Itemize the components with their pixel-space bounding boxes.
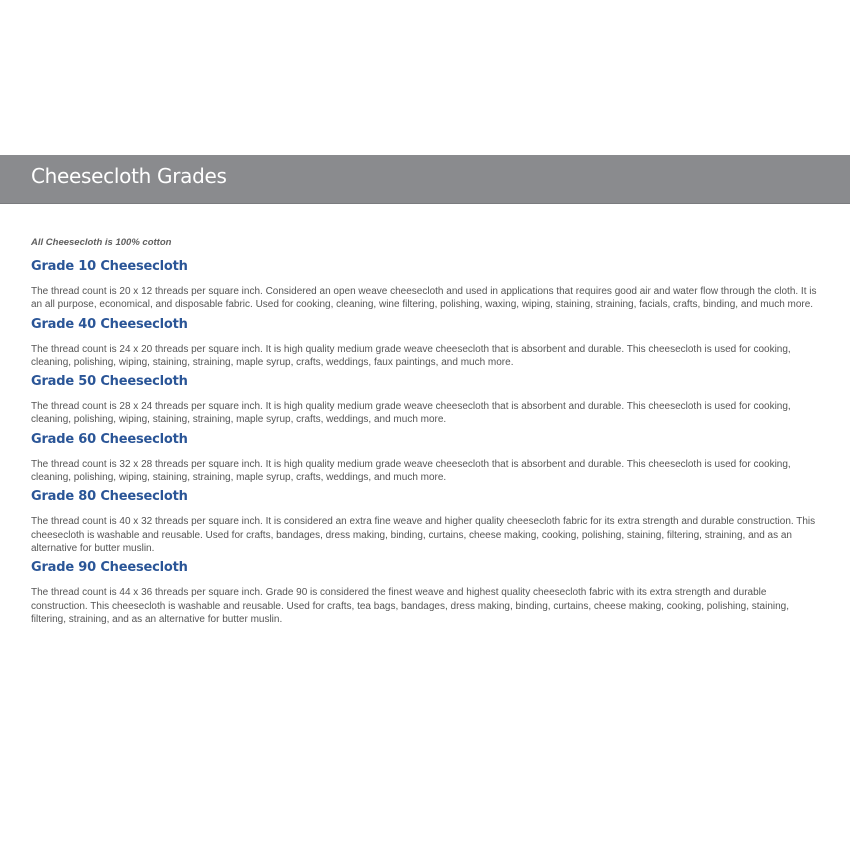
grade-section-40 xyxy=(31,316,821,370)
grade-description: The thread count is 44 x 36 threads per square inch. Grade 90 is considered the finest weave and highest quality cheesecloth fabric with its extra strength and durable construction. This cheesecloth is washable and reusable. Used for crafts, tea bags, bandages, dress making, binding, curtains, cheese making, cooking, polishing, staining, filtering, straining, and as an alternative for butter muslin. xyxy=(31,587,790,625)
grade-section-50 xyxy=(31,373,821,427)
grade-section-10 xyxy=(31,258,821,312)
grade-title: Grade 60 Cheesecloth xyxy=(31,431,188,447)
grade-title: Grade 10 Cheesecloth xyxy=(31,259,188,274)
grade-title: Grade 50 Cheesecloth xyxy=(31,374,188,390)
grade-description: The thread count is 28 x 24 threads per square inch. It is high quality medium grade weave cheesecloth that is absorbent and durable. This cheesecloth is used for cooking, cleaning, polishing, wiping, staining, straining, maple syrup, crafts, weddings, and much more. xyxy=(31,401,791,426)
grade-section-60 xyxy=(31,431,821,485)
grade-description: The thread count is 40 x 32 threads per square inch. It is considered an extra fine weave and higher quality cheesecloth fabric for its extra strength and durable construction. This cheesecloth is washable and reusable. Used for crafts, bandages, dress making, binding, curtains, cheese making, cooking, polishing, staining, filtering, straining, and as an alternative for butter muslin. xyxy=(31,516,816,554)
cotton-note: All Cheesecloth is 100% cotton xyxy=(31,237,172,248)
main-content xyxy=(31,236,821,630)
grade-section-90 xyxy=(31,559,821,626)
grade-section-80 xyxy=(31,488,821,555)
grade-description: The thread count is 24 x 20 threads per square inch. It is high quality medium grade weave cheesecloth that is absorbent and durable. This cheesecloth is used for cooking, cleaning, polishing, wiping, staining, straining, maple syrup, crafts, weddings, faux paintings, and much more. xyxy=(31,343,791,368)
grade-title: Grade 40 Cheesecloth xyxy=(31,316,188,332)
grade-title: Grade 80 Cheesecloth xyxy=(31,489,188,505)
grade-title: Grade 90 Cheesecloth xyxy=(31,560,188,576)
grade-description: The thread count is 20 x 12 threads per square inch. Considered an open weave cheesecloth and used in applications that requires good air and water flow through the cloth. It is an all purpose, economical, and disposable fabric. Used for cooking, cleaning, wine filtering, polishing, waxing, wiping, staining, straining, facials, crafts, binding, and much more. xyxy=(31,286,817,311)
grade-description: The thread count is 32 x 28 threads per square inch. It is high quality medium grade weave cheesecloth that is absorbent and durable. This cheesecloth is used for cooking, cleaning, polishing, wiping, staining, straining, maple syrup, crafts, weddings, and much more. xyxy=(31,458,791,484)
page-header xyxy=(0,155,850,204)
page-title: Cheesecloth Grades xyxy=(31,164,227,188)
